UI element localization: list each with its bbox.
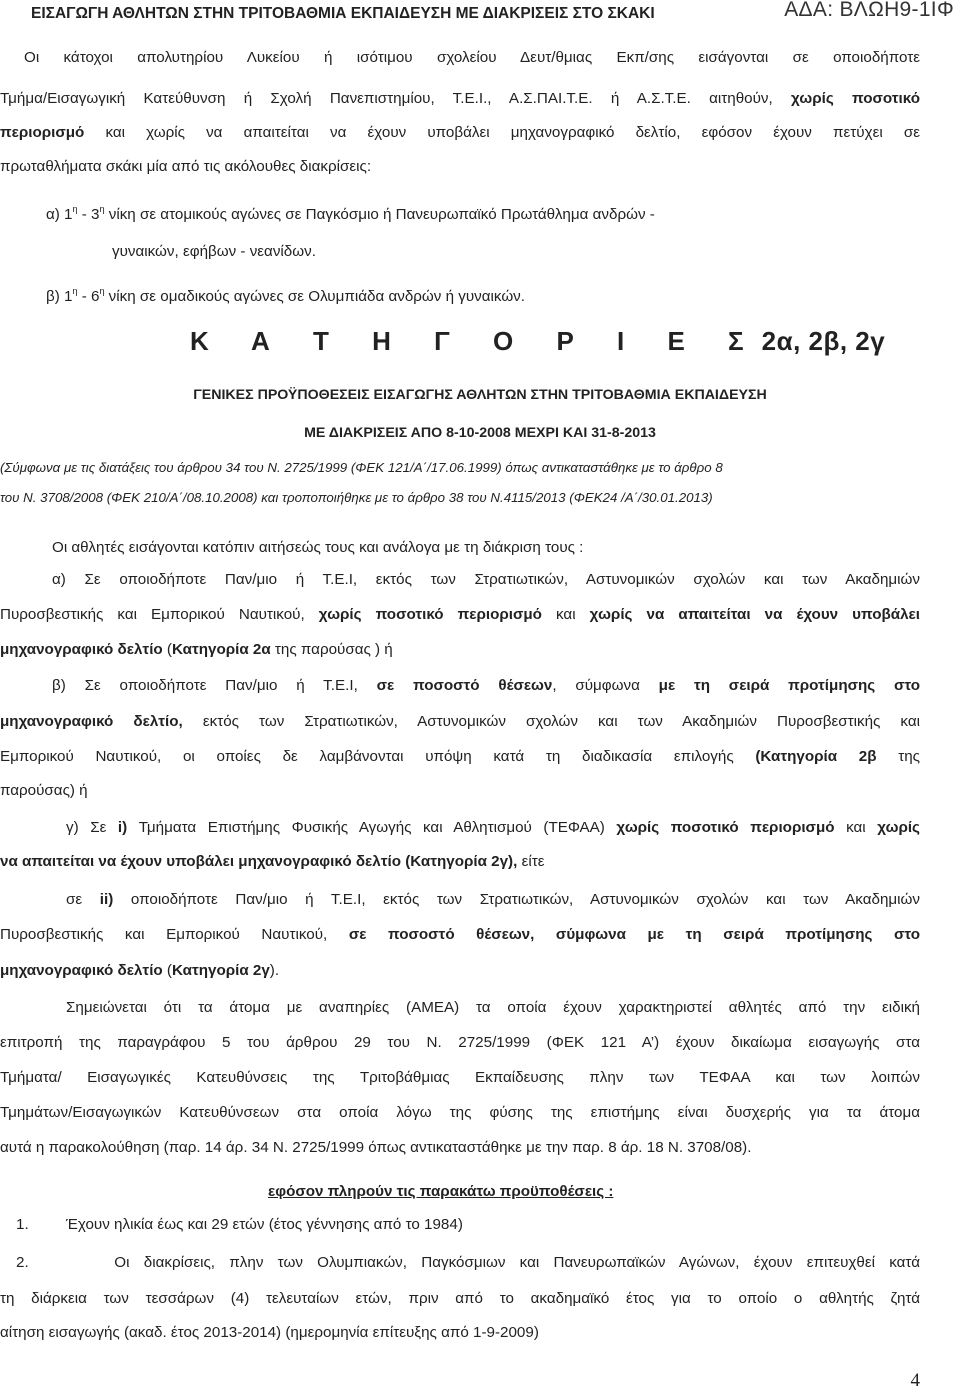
legal-note-line-2: του Ν. 3708/2008 (ΦΕΚ 210/Α΄/08.10.2008) και τροποποιήθηκε με το άρθρο 38 του Ν.4115/2013 (ΦΕΚ24 /Α΄/30.01.2013) — [0, 490, 713, 505]
intro-line-2: Τμήμα/Εισαγωγική Κατεύθυνση ή Σχολή Πανεπιστημίου, Τ.Ε.Ι., Α.Σ.ΠΑΙ.Τ.Ε. ή Α.Σ.Τ.Ε. αιτηθούν, χωρίς ποσοτικό — [0, 90, 920, 107]
condition-2-line-1: 2. Οι διακρίσεις, πλην των Ολυμπιακών, Παγκόσμιων και Πανευρωπαϊκών Αγώνων, έχουν επιτευχθεί κατά — [16, 1254, 920, 1271]
option-b-line-3: Εμπορικού Ναυτικού, οι οποίες δε λαμβάνονται υπόψη κατά τη διαδικασία επιλογής (Κατηγορία 2β της — [0, 748, 920, 765]
condition-2-line-2: τη διάρκεια των τεσσάρων (4) τελευταίων ετών, πριν από το ακαδημαϊκό έτος για το οποίο ο αθλητής ζητά — [0, 1290, 920, 1307]
option-c-line-2: να απαιτείται να έχουν υποβάλει μηχανογραφικό δελτίο (Κατηγορία 2γ), είτε — [0, 853, 545, 870]
legal-note-line-1: (Σύμφωνα με τις διατάξεις του άρθρου 34 του Ν. 2725/1999 (ΦΕΚ 121/Α΄/17.06.1999) όπως αντικαταστάθηκε με το άρθρο 8 — [0, 460, 723, 475]
option-a-line-3: μηχανογραφικό δελτίο (Κατηγορία 2α της παρούσας ) ή — [0, 641, 393, 658]
amea-note-line-1: Σημειώνεται ότι τα άτομα με αναπηρίες (ΑΜΕΑ) τα οποία έχουν χαρακτηριστεί αθλητές από την ειδική — [66, 999, 920, 1016]
option-c-line-4: Πυροσβεστικής και Εμπορικού Ναυτικού, σε ποσοστό θέσεων, σύμφωνα με τη σειρά προτίμησης στο — [0, 926, 920, 943]
option-c-line-1: γ) Σε i) Τμήματα Επιστήμης Φυσικής Αγωγής και Αθλητισμού (ΤΕΦΑΑ) χωρίς ποσοτικό περιορισμό και χωρίς — [66, 819, 920, 836]
page-number: 4 — [910, 1370, 920, 1391]
ada-code: ΑΔΑ: ΒΛΩΗ9-1ΙΦ — [784, 0, 954, 21]
distinctions-period-heading: ΜΕ ΔΙΑΚΡΙΣΕΙΣ ΑΠΟ 8-10-2008 ΜΕΧΡΙ ΚΑΙ 31-8-2013 — [304, 425, 656, 441]
general-requirements-heading: ΓΕΝΙΚΕΣ ΠΡΟΫΠΟΘΕΣΕΙΣ ΕΙΣΑΓΩΓΗΣ ΑΘΛΗΤΩΝ ΣΤΗΝ ΤΡΙΤΟΒΑΘΜΙΑ ΕΚΠΑΙΔΕΥΣΗ — [193, 387, 767, 403]
amea-note-line-2: επιτροπή της παραγράφου 5 του άρθρου 29 του Ν. 2725/1999 (ΦΕΚ 121 Α’) έχουν δικαίωμα εισαγωγής στα — [0, 1034, 920, 1051]
document-title: ΕΙΣΑΓΩΓΗ ΑΘΛΗΤΩΝ ΣΤΗΝ ΤΡΙΤΟΒΑΘΜΙΑ ΕΚΠΑΙΔΕΥΣΗ ΜΕ ΔΙΑΚΡΙΣΕΙΣ ΣΤΟ ΣΚΑΚΙ — [31, 5, 655, 22]
option-b-line-1: β) Σε οποιοδήποτε Παν/μιο ή Τ.Ε.Ι, σε ποσοστό θέσεων, σύμφωνα με τη σειρά προτίμησης στο — [52, 677, 920, 694]
intro-line-3: περιορισμό και χωρίς να απαιτείται να έχουν υποβάλει μηχανογραφικό δελτίο, εφόσον έχουν πετύχει σε — [0, 124, 920, 141]
amea-note-line-4: Τμημάτων/Εισαγωγικών Κατευθύνσεων στα οποία λόγω της φύσης της επιστήμης είναι δυσχερής για τα άτομα — [0, 1104, 920, 1121]
option-b-line-4: παρούσας) ή — [0, 782, 88, 799]
option-b-line-2: μηχανογραφικό δελτίο, εκτός των Στρατιωτικών, Αστυνομικών σχολών και των Ακαδημιών Πυροσβεστικής και — [0, 713, 920, 730]
distinction-a-continued: γυναικών, εφήβων - νεανίδων. — [112, 243, 316, 260]
amea-note-line-5: αυτά η παρακολούθηση (παρ. 14 άρ. 34 Ν. 2725/1999 όπως αντικαταστάθηκε με την παρ. 8 άρ. 18 Ν. 3708/08). — [0, 1139, 752, 1156]
option-c-line-5: μηχανογραφικό δελτίο (Κατηγορία 2γ). — [0, 962, 280, 979]
option-a-line-2: Πυροσβεστικής και Εμπορικού Ναυτικού, χωρίς ποσοτικό περιορισμό και χωρίς να απαιτείται να έχουν υποβάλει — [0, 606, 920, 623]
condition-2-line-3: αίτηση εισαγωγής (ακαδ. έτος 2013-2014) (ημερομηνία επίτευξης από 1-9-2009) — [0, 1324, 539, 1341]
option-c-line-3: σε ii) οποιοδήποτε Παν/μιο ή Τ.Ε.Ι, εκτός των Στρατιωτικών, Αστυνομικών σχολών και των Ακαδημιών — [66, 891, 920, 908]
option-a-line-1: α) Σε οποιοδήποτε Παν/μιο ή Τ.Ε.Ι, εκτός των Στρατιωτικών, Αστυνομικών σχολών και των Ακαδημιών — [52, 571, 920, 588]
categories-title: Κ Α Τ Η Γ Ο Ρ Ι Ε Σ2α, 2β, 2γ — [190, 326, 886, 356]
intro-line-1: Οι κάτοχοι απολυτηρίου Λυκείου ή ισότιμου σχολείου Δευτ/θμιας Εκπ/σης εισάγονται σε οποιοδήποτε — [24, 49, 920, 66]
intro-line-4: πρωταθλήματα σκάκι μία από τις ακόλουθες διακρίσεις: — [0, 158, 372, 175]
conditions-heading: εφόσον πληρούν τις παρακάτω προϋποθέσεις : — [268, 1183, 614, 1200]
condition-1: 1. Έχουν ηλικία έως και 29 ετών (έτος γέννησης από το 1984) — [16, 1216, 463, 1233]
distinction-b: β) $1^\eta - 6^\eta$ νίκη σε ομαδικούς αγώνες σε Ολυμπιάδα ανδρών ή γυναικών. — [46, 286, 525, 305]
amea-note-line-3: Τμήματα/ Εισαγωγικές Κατευθύνσεις της Τριτοβάθμιας Εκπαίδευσης πλην των ΤΕΦΑΑ και των λοιπών — [0, 1069, 920, 1086]
distinction-a: α) $1^\eta - 3^\eta$ νίκη σε ατομικούς αγώνες σε Παγκόσμιο ή Πανευρωπαϊκό Πρωτάθλημα ανδρών - — [46, 204, 655, 223]
admission-intro: Οι αθλητές εισάγονται κατόπιν αιτήσεώς τους και ανάλογα με τη διάκριση τους : — [52, 539, 584, 556]
